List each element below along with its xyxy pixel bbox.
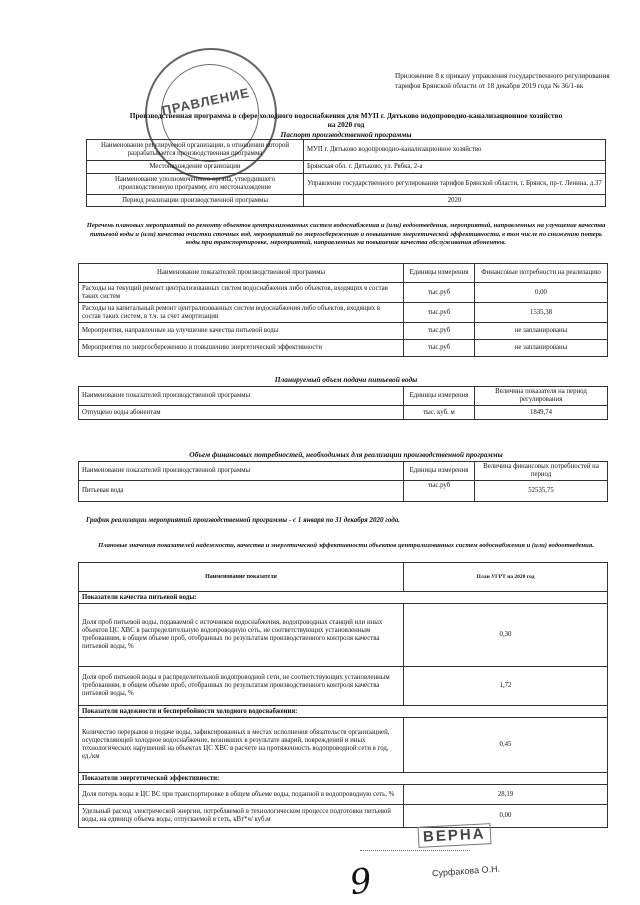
indicator-name: Доля проб питьевой воды, подаваемой с источников водоснабжения, водопроводных станций или иных объектов ЦС ХВС в распределительную водопроводную сеть, не соответствующих установленным требованиям, в общем объеме проб, отобранных по результатам производственного контроля качества питьевой воды, % — [79, 604, 404, 667]
section-energy-title: Показатели энергетической эффективности: — [79, 773, 608, 785]
passport-value: Брянская обл. г. Дятьково, ул. Рябка, 2-а — [304, 161, 606, 174]
measure-unit: тыс.руб — [404, 303, 475, 323]
table-row — [79, 303, 608, 323]
col-header-name: Наименование показателей производственной программы — [79, 264, 404, 283]
measure-value: 0,00 — [475, 283, 608, 303]
measure-name: Расходы на капитальный ремонт централизованных систем водоснабжения либо объектов, входящих в состав таких систем, в т.ч. за счет амортизации — [79, 303, 404, 323]
table-row — [87, 161, 606, 174]
certified-stamp: ВЕРНА — [418, 823, 492, 848]
measure-value: не запланированы — [475, 323, 608, 340]
table-header-row — [79, 563, 608, 592]
table-row — [79, 283, 608, 303]
measure-value: 1535,38 — [475, 303, 608, 323]
supply-unit: тыс. куб. м — [404, 406, 475, 420]
passport-caption: Паспорт производственной программы — [280, 130, 412, 139]
passport-value: Управление государственного регулирования тарифов Брянской области, г. Брянск, пр-т. Ленина, д.37 — [304, 174, 606, 195]
seal-word: ПРАВЛЕНИЕ — [160, 84, 252, 119]
measure-name: Расходы на текущий ремонт централизованных систем водоснабжения либо объектов, входящих в состав таких систем — [79, 283, 404, 303]
schedule-text: График реализации мероприятий производственной программы - с 1 января по 31 декабря 2020 года. — [86, 516, 400, 524]
indicator-value: 0,30 — [404, 604, 608, 667]
section-quality-title: Показатели качества питьевой воды: — [79, 592, 608, 604]
indicators-table — [78, 562, 608, 828]
table-row — [79, 406, 608, 420]
measure-unit: тыс.руб — [404, 283, 475, 303]
col-header-name: Наименование показателя — [79, 563, 404, 592]
table-row — [79, 481, 608, 502]
supply-table — [78, 386, 608, 420]
table-header-row — [79, 387, 608, 406]
passport-value: 2020 — [304, 195, 606, 207]
table-row — [79, 805, 608, 828]
section-row — [79, 592, 608, 604]
table-row — [87, 195, 606, 207]
measures-caption: Перечень плановых мероприятий по ремонту объектов централизованных систем водоснабжения и (или) водоотведения, мероприятий, направленных на улучшение качества питьевой воды и (или) качества очистки сточных вод, мероприятий по энергосбережению и повышению энергетической эффективности, в том числе по снижению потерь воды при транспортировке, мероприятий, направленных на повышение качества обслуживания абонентов. — [86, 222, 606, 247]
passport-label: Местонахождение организации — [87, 161, 304, 174]
table-row — [79, 667, 608, 706]
table-row — [79, 604, 608, 667]
measure-name: Мероприятия, направленные на улучшение качества питьевой воды — [79, 323, 404, 340]
measures-table — [78, 263, 608, 357]
table-row — [79, 785, 608, 805]
measure-unit: тыс.руб — [404, 340, 475, 357]
finance-table — [78, 461, 608, 502]
page-number-handwritten: 9 — [347, 860, 375, 904]
passport-label: Наименование уполномоченного органа, утвердившего производственную программу, его местонахождение — [87, 174, 304, 195]
title-line-2: на 2020 год — [327, 120, 365, 129]
measure-name: Мероприятия по энергосбережению и повышению энергетической эффективности — [79, 340, 404, 357]
table-header-row — [79, 264, 608, 283]
table-header-row — [79, 462, 608, 481]
measure-unit: тыс.руб — [404, 323, 475, 340]
certifier-name: Сурфакова О.Н. — [431, 863, 501, 879]
passport-label: Период реализации производственной программы — [87, 195, 304, 207]
finance-unit: тыс.руб — [404, 481, 475, 502]
passport-table — [86, 139, 606, 207]
table-row — [79, 323, 608, 340]
table-row — [79, 340, 608, 357]
supply-caption: Планируемый объем подачи питьевой воды — [274, 375, 418, 384]
col-header-value: Финансовые потребности на реализацию — [475, 264, 608, 283]
indicator-value: 1,72 — [404, 667, 608, 706]
col-header-value: Величина финансовых потребностей на период — [475, 462, 608, 481]
passport-label: Наименование регулируемой организации, в отношении которой разрабатывается производственная программа — [87, 140, 304, 161]
section-row — [79, 706, 608, 718]
indicator-name: Доля потерь воды в ЦС ВС при транспортировке в общем объеме воды, поданной в водопроводную сеть, % — [79, 785, 404, 805]
indicator-name: Количество перерывов в подаче воды, зафиксированных в местах исполнения обязательств организацией, осуществляющей холодное водоснабжение, возникших в результате аварий, повреждений и иных технологических нарушений на объектах ЦС ХВС в расчете на протяженность водопроводной сети в год, ед./км — [79, 718, 404, 773]
measure-value: не запланированы — [475, 340, 608, 357]
finance-caption: Объем финансовых потребностей, необходимых для реализации производственной программы — [189, 450, 503, 459]
title-line-1: Производственная программа в сфере холодного водоснабжения для МУП г. Дятьково водопроводно-канализационное хозяйство — [129, 111, 563, 120]
passport-value: МУП г. Дятьково водопроводно-канализационное хозяйство — [304, 140, 606, 161]
table-row — [87, 174, 606, 195]
col-header-name: Наименование показателей производственной программы — [79, 462, 404, 481]
section-row — [79, 773, 608, 785]
supply-value: 1849,74 — [475, 406, 608, 420]
supply-name: Отпущено воды абонентам — [79, 406, 404, 420]
finance-name: Питьевая вода — [79, 481, 404, 502]
col-header-unit: Единицы измерения — [404, 387, 475, 406]
col-header-value: План УГРТ на 2020 год — [404, 563, 608, 592]
col-header-unit: Единицы измерения — [404, 264, 475, 283]
indicator-name: Доля проб питьевой воды в распределительной водопроводной сети, не соответствующих установленным требованиям, в общем объеме проб, отобранных по результатам производственного контроля качества питьевой воды, % — [79, 667, 404, 706]
col-header-value: Величина показателя на период регулирования — [475, 387, 608, 406]
indicator-value: 0,00 — [404, 805, 608, 828]
table-row — [79, 718, 608, 773]
indicator-value: 28,19 — [404, 785, 608, 805]
indicator-value: 0,45 — [404, 718, 608, 773]
section-reliability-title: Показатели надежности и бесперебойности холодного водоснабжения: — [79, 706, 608, 718]
col-header-unit: Единицы измерения — [404, 462, 475, 481]
indicator-name: Удельный расход электрической энергии, потребляемой в технологическом процессе подготовки питьевой воды, на единицу объема воды, отпускаемой в сеть, кВт*ч/ куб.м — [79, 805, 404, 828]
document-title — [86, 111, 606, 129]
finance-value: 52535,75 — [475, 481, 608, 502]
indicators-caption: Плановые значения показателей надежности, качества и энергетической эффективности объектов централизованных систем водоснабжения и (или) водоотведения. — [98, 542, 594, 549]
col-header-name: Наименование показателей производственной программы — [79, 387, 404, 406]
table-row — [87, 140, 606, 161]
annex-text: Приложение 8 к приказу управления государственного регулирования тарифов Брянской области от 18 декабря 2019 года № 36/1-вк — [395, 72, 610, 90]
